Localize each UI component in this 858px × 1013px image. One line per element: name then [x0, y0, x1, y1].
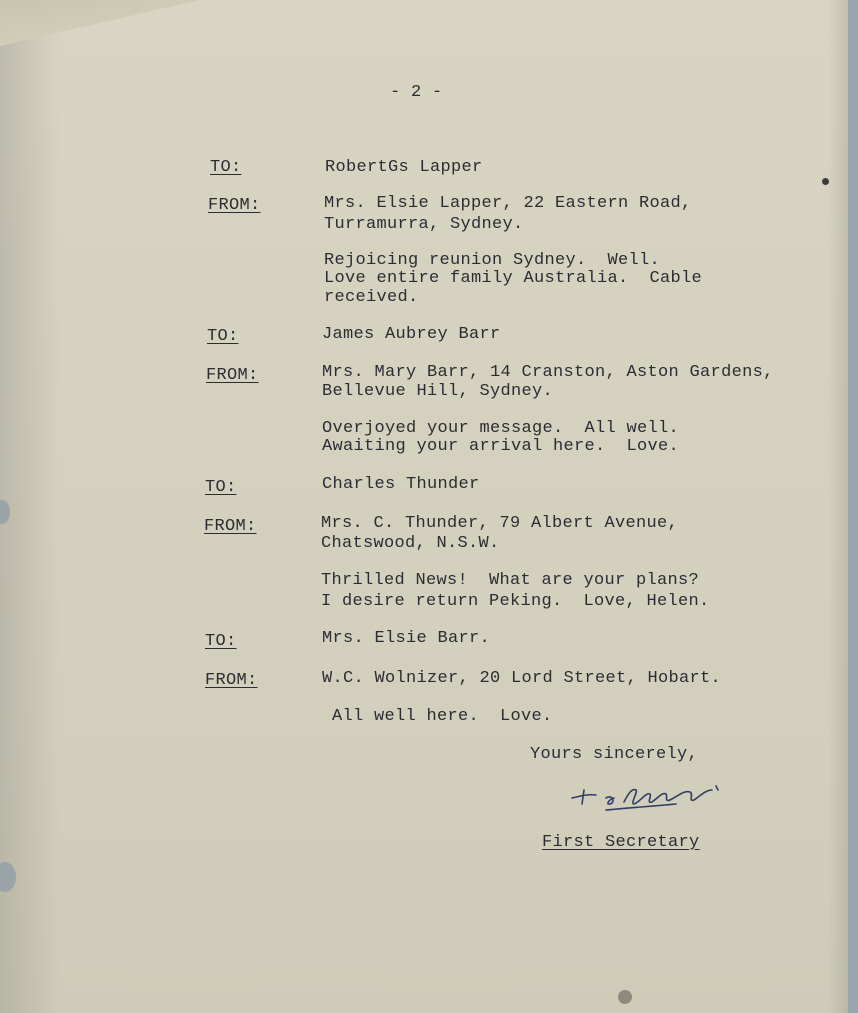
- recipient-name: RobertGs Lapper: [325, 158, 483, 177]
- sender-address-line: Mrs. Mary Barr, 14 Cranston, Aston Gardens,: [322, 363, 774, 382]
- message-line: Rejoicing reunion Sydney. Well.: [324, 251, 661, 270]
- message-line: Overjoyed your message. All well.: [322, 419, 680, 438]
- folded-corner: [0, 0, 200, 46]
- recipient-name: Charles Thunder: [322, 475, 480, 494]
- signatory-title: First Secretary: [542, 833, 700, 852]
- recipient-name: Mrs. Elsie Barr.: [322, 629, 491, 648]
- from-label: FROM:: [204, 517, 257, 536]
- sender-address-line: Mrs. C. Thunder, 79 Albert Avenue,: [321, 514, 679, 533]
- message-line: Thrilled News! What are your plans?: [321, 571, 700, 590]
- to-label: TO:: [205, 478, 237, 497]
- background-edge: [848, 0, 858, 1013]
- page-number: - 2 -: [390, 83, 443, 102]
- sender-address-line: Chatswood, N.S.W.: [321, 534, 500, 553]
- sender-address-line: Mrs. Elsie Lapper, 22 Eastern Road,: [324, 194, 692, 213]
- recipient-name: James Aubrey Barr: [322, 325, 501, 344]
- from-label: FROM:: [208, 196, 261, 215]
- message-line: received.: [324, 288, 419, 307]
- message-line: Awaiting your arrival here. Love.: [322, 437, 680, 456]
- message-line: Love entire family Australia. Cable: [324, 269, 703, 288]
- to-label: TO:: [210, 158, 242, 177]
- from-label: FROM:: [206, 366, 259, 385]
- sender-address-line: Bellevue Hill, Sydney.: [322, 382, 554, 401]
- sender-address-line: Turramurra, Sydney.: [324, 215, 524, 234]
- message-line: I desire return Peking. Love, Helen.: [321, 592, 710, 611]
- paper-speck: [618, 990, 632, 1004]
- message-line: All well here. Love.: [332, 707, 553, 726]
- from-label: FROM:: [205, 671, 258, 690]
- sender-address-line: W.C. Wolnizer, 20 Lord Street, Hobart.: [322, 669, 722, 688]
- to-label: TO:: [207, 327, 239, 346]
- to-label: TO:: [205, 632, 237, 651]
- closing-salutation: Yours sincerely,: [530, 745, 699, 764]
- handwritten-signature: [566, 776, 746, 816]
- paper-mark: [822, 178, 829, 185]
